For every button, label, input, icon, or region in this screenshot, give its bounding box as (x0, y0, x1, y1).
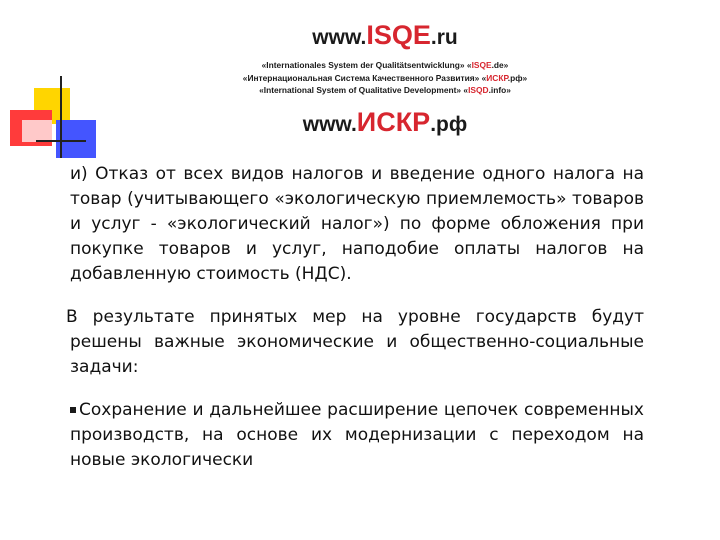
tagline-highlight: ISQE (471, 60, 492, 70)
header-logo-block (150, 22, 620, 136)
logo-suffix: .ru (430, 26, 458, 49)
logo-prefix: www. (312, 26, 367, 49)
logo-prefix: www. (302, 112, 357, 136)
tagline-text: .рф» (507, 72, 528, 83)
bullet-text: Сохранение и дальнейшее расширение цепочек современных производств, на основе их модернизации с переходом на новые экологически (70, 400, 644, 470)
decor-pink-square (22, 120, 52, 142)
slide-content (66, 162, 644, 473)
tagline-text: «Internationales System der Qualitätsentwicklung» « (261, 60, 472, 70)
tagline-english (150, 84, 620, 97)
site-logo-iskr (150, 106, 620, 137)
tagline-text: .de» (491, 60, 509, 70)
logo-highlight: ISQE (366, 20, 431, 50)
logo-suffix: .рф (430, 112, 468, 136)
bullet-square-icon (70, 407, 76, 413)
tagline-text: «International System of Qualitative Development» « (259, 85, 469, 95)
logo-highlight: ИСКР (356, 106, 431, 137)
decor-vertical-line (60, 76, 62, 158)
decor-blue-square (56, 120, 96, 158)
site-logo-isqe (150, 22, 620, 49)
tagline-russian (150, 72, 620, 85)
tagline-text: «Интернациональная Система Качественного Развития» « (242, 72, 487, 83)
tagline-highlight: ИСКР (486, 72, 508, 83)
paragraph-results: В результате принятых мер на уровне государств будут решены важные экономические и общественно-социальные задачи: (66, 307, 644, 377)
bullet-item (70, 398, 644, 473)
tagline-highlight: ISQD (468, 85, 489, 95)
tagline-german (150, 59, 620, 72)
tagline-text: .info» (488, 85, 511, 95)
paragraph-tax: и) Отказ от всех видов налогов и введение одного налога на товар (учитывающего «экологическую приемлемость» товаров и услуг - «экологический налог») по форме обложения при покупке товаров и услуг, наподобие оплаты налогов на добавленную стоимость (НДС). (70, 164, 644, 284)
decor-horizontal-line (36, 140, 86, 142)
